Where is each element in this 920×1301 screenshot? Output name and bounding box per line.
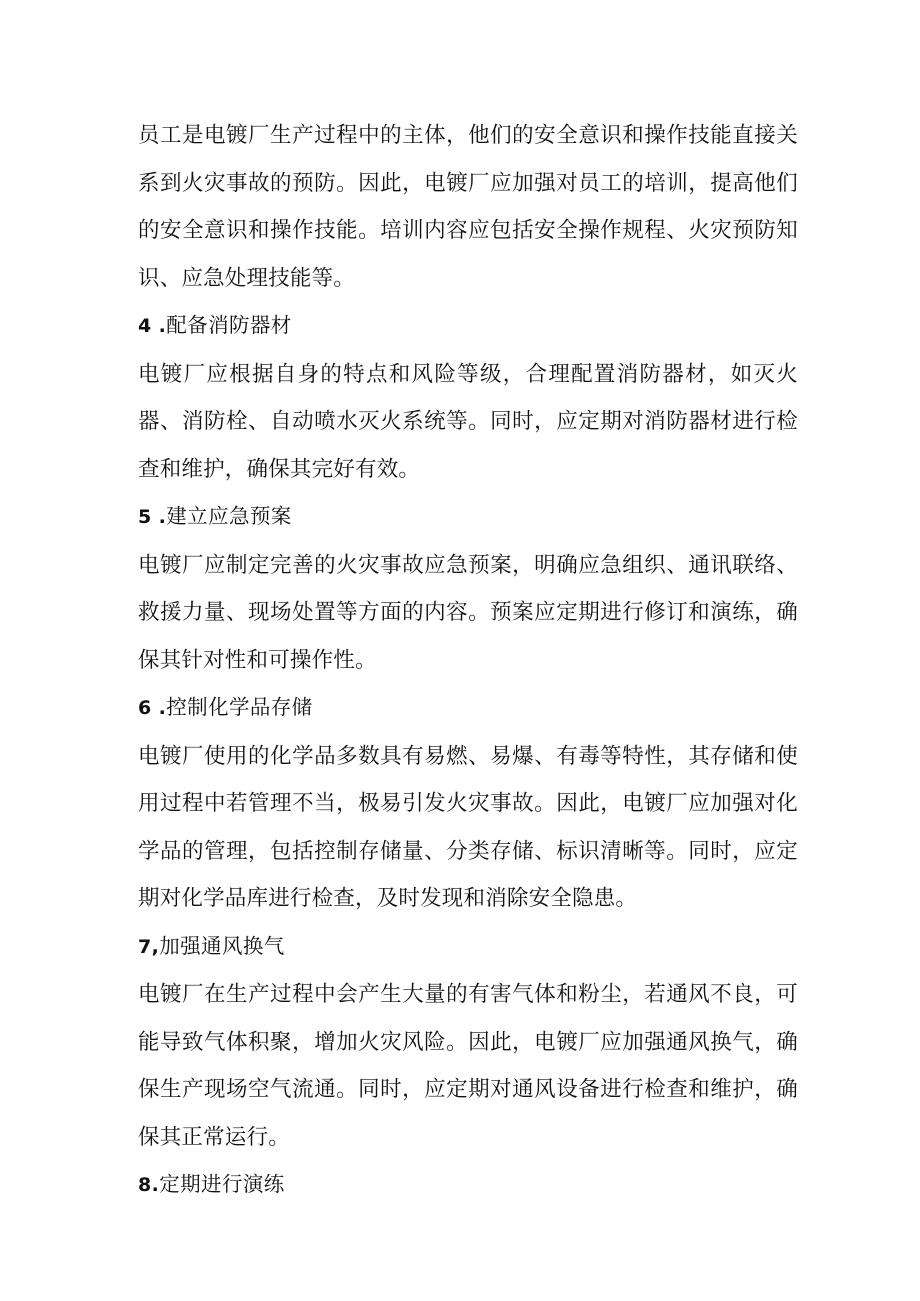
section-title: 建立应急预案 bbox=[166, 504, 292, 528]
section-number: 5 . bbox=[138, 506, 167, 528]
paragraph-chemical-storage: 电镀厂使用的化学品多数具有易燃、易爆、有毒等特性，其存储和使用过程中若管理不当，极易引发火灾事故。因此，电镀厂应加强对化学品的管理，包括控制存储量、分类存储、标识清晰等。同时，应定期对化学品库进行检查，及时发现和消除安全隐患。 bbox=[138, 743, 798, 911]
section-number: 7, bbox=[138, 935, 160, 958]
document-body bbox=[138, 112, 798, 1210]
paragraph-employee-training: 员工是电镀厂生产过程中的主体，他们的安全意识和操作技能直接关系到火灾事故的预防。因此，电镀厂应加强对员工的培训，提高他们的安全意识和操作技能。培训内容应包括安全操作规程、火灾预防知识、应急处理技能等。 bbox=[138, 123, 798, 291]
section-heading-7 bbox=[138, 923, 798, 972]
section-heading-6 bbox=[138, 684, 798, 733]
section-heading-5 bbox=[138, 493, 798, 542]
section-heading-4 bbox=[138, 302, 798, 351]
section-number: 4 . bbox=[138, 315, 167, 337]
section-title: 定期进行演练 bbox=[159, 1172, 285, 1196]
section-title: 配备消防器材 bbox=[166, 313, 292, 337]
paragraph-fire-equipment: 电镀厂应根据自身的特点和风险等级，合理配置消防器材，如灭火器、消防栓、自动喷水灭火系统等。同时，应定期对消防器材进行检查和维护，确保其完好有效。 bbox=[138, 361, 798, 482]
section-number: 6 . bbox=[138, 697, 167, 719]
section-title: 加强通风换气 bbox=[159, 933, 285, 958]
section-heading-8 bbox=[138, 1161, 798, 1210]
paragraph-ventilation: 电镀厂在生产过程中会产生大量的有害气体和粉尘，若通风不良，可能导致气体积聚，增加火灾风险。因此，电镀厂应加强通风换气，确保生产现场空气流通。同时，应定期对通风设备进行检查和维护，确保其正常运行。 bbox=[138, 982, 798, 1150]
section-title: 控制化学品存储 bbox=[166, 695, 313, 719]
paragraph-emergency-plan: 电镀厂应制定完善的火灾事故应急预案，明确应急组织、通讯联络、救援力量、现场处置等方面的内容。预案应定期进行修订和演练，确保其针对性和可操作性。 bbox=[138, 552, 798, 673]
section-number: 8. bbox=[138, 1174, 160, 1196]
